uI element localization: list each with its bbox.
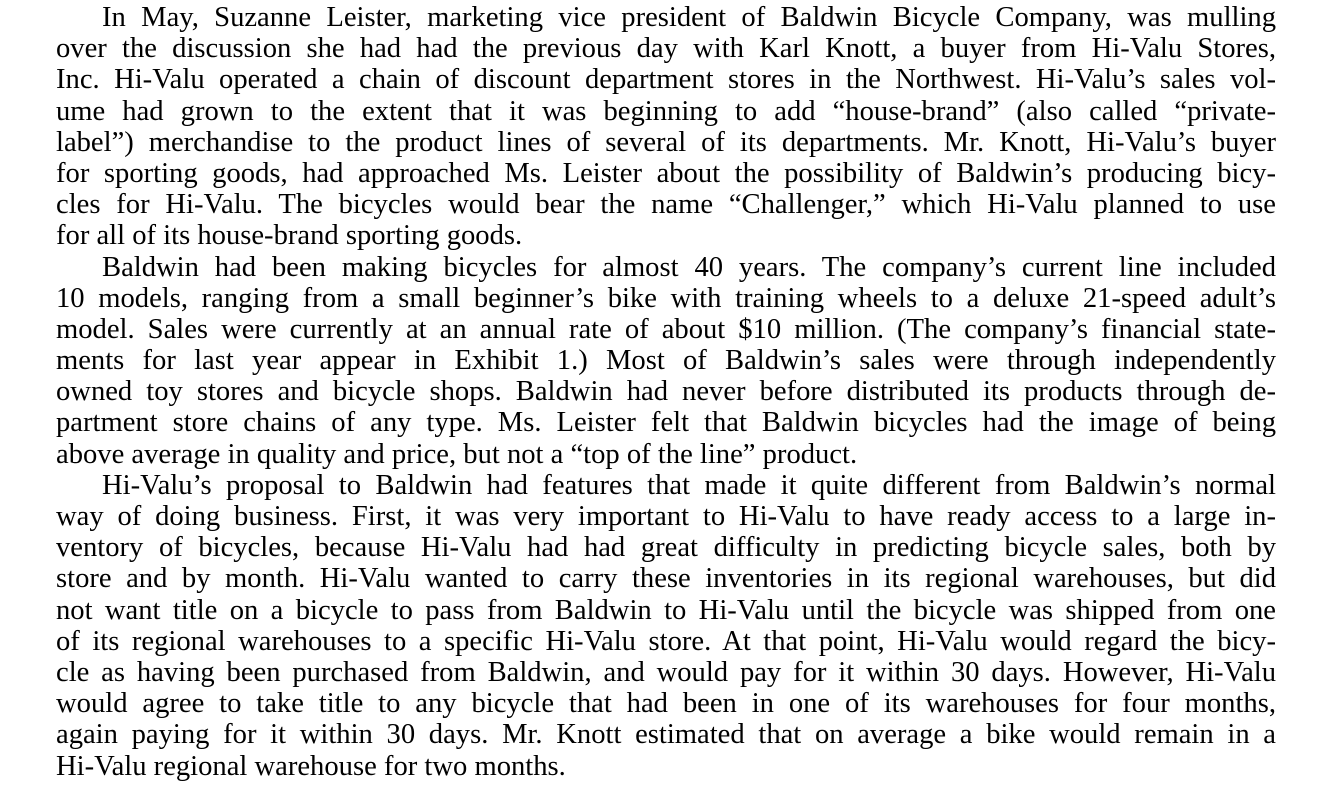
text-line: for sporting goods, had approached Ms. Leister about the possibility of Baldwin’s producing bicy-: [56, 157, 1276, 189]
text-line: way of doing business. First, it was very important to Hi-Valu to have ready access to a large in-: [56, 501, 1276, 532]
paragraph-2: [56, 252, 1276, 470]
text-line: store and by month. Hi-Valu wanted to carry these inventories in its regional warehouses, but did: [56, 563, 1276, 595]
paragraph-3: [56, 470, 1276, 782]
text-line: cle as having been purchased from Baldwin, and would pay for it within 30 days. However, Hi-Valu: [56, 656, 1276, 688]
document-page: [56, 2, 1276, 782]
text-line: would agree to take title to any bicycle that had been in one of its warehouses for four months,: [56, 688, 1276, 720]
text-line: again paying for it within 30 days. Mr. Knott estimated that on average a bike would remain in a: [56, 719, 1276, 751]
text-line: In May, Suzanne Leister, marketing vice president of Baldwin Bicycle Company, was mulling: [102, 2, 1276, 33]
text-line: owned toy stores and bicycle shops. Baldwin had never before distributed its products through de-: [56, 376, 1276, 408]
paragraph-1: [56, 2, 1276, 252]
text-line: of its regional warehouses to a specific Hi-Valu store. At that point, Hi-Valu would regard the bicy-: [56, 625, 1276, 657]
text-line: Hi-Valu’s proposal to Baldwin had features that made it quite different from Baldwin’s normal: [102, 469, 1276, 501]
text-line: over the discussion she had had the previous day with Karl Knott, a buyer from Hi-Valu Stores,: [56, 33, 1276, 65]
text-line: 10 models, ranging from a small beginner’s bike with training wheels to a deluxe 21-speed adult’s: [56, 282, 1276, 314]
text-line: Baldwin had been making bicycles for almost 40 years. The company’s current line included: [102, 251, 1276, 283]
text-line: cles for Hi-Valu. The bicycles would bear the name “Challenger,” which Hi-Valu planned to use: [56, 189, 1276, 221]
text-line: not want title on a bicycle to pass from Baldwin to Hi-Valu until the bicycle was shipped from one: [56, 594, 1276, 626]
text-line: ments for last year appear in Exhibit 1.) Most of Baldwin’s sales were through independently: [56, 345, 1276, 377]
text-line: above average in quality and price, but not a “top of the line” product.: [56, 438, 858, 470]
text-line: Hi-Valu regional warehouse for two months.: [56, 750, 566, 782]
text-line: for all of its house-brand sporting goods.: [56, 220, 523, 252]
text-line: Inc. Hi-Valu operated a chain of discount department stores in the Northwest. Hi-Valu’s sales vol-: [56, 64, 1276, 96]
text-line: partment store chains of any type. Ms. Leister felt that Baldwin bicycles had the image of being: [56, 407, 1276, 439]
text-line: model. Sales were currently at an annual rate of about $10 million. (The company’s financial state-: [56, 313, 1276, 345]
text-line: ume had grown to the extent that it was beginning to add “house-brand” (also called “private-: [56, 95, 1276, 127]
text-line: ventory of bicycles, because Hi-Valu had had great difficulty in predicting bicycle sales, both by: [56, 532, 1276, 564]
text-line: label”) merchandise to the product lines of several of its departments. Mr. Knott, Hi-Valu’s buyer: [56, 126, 1276, 158]
